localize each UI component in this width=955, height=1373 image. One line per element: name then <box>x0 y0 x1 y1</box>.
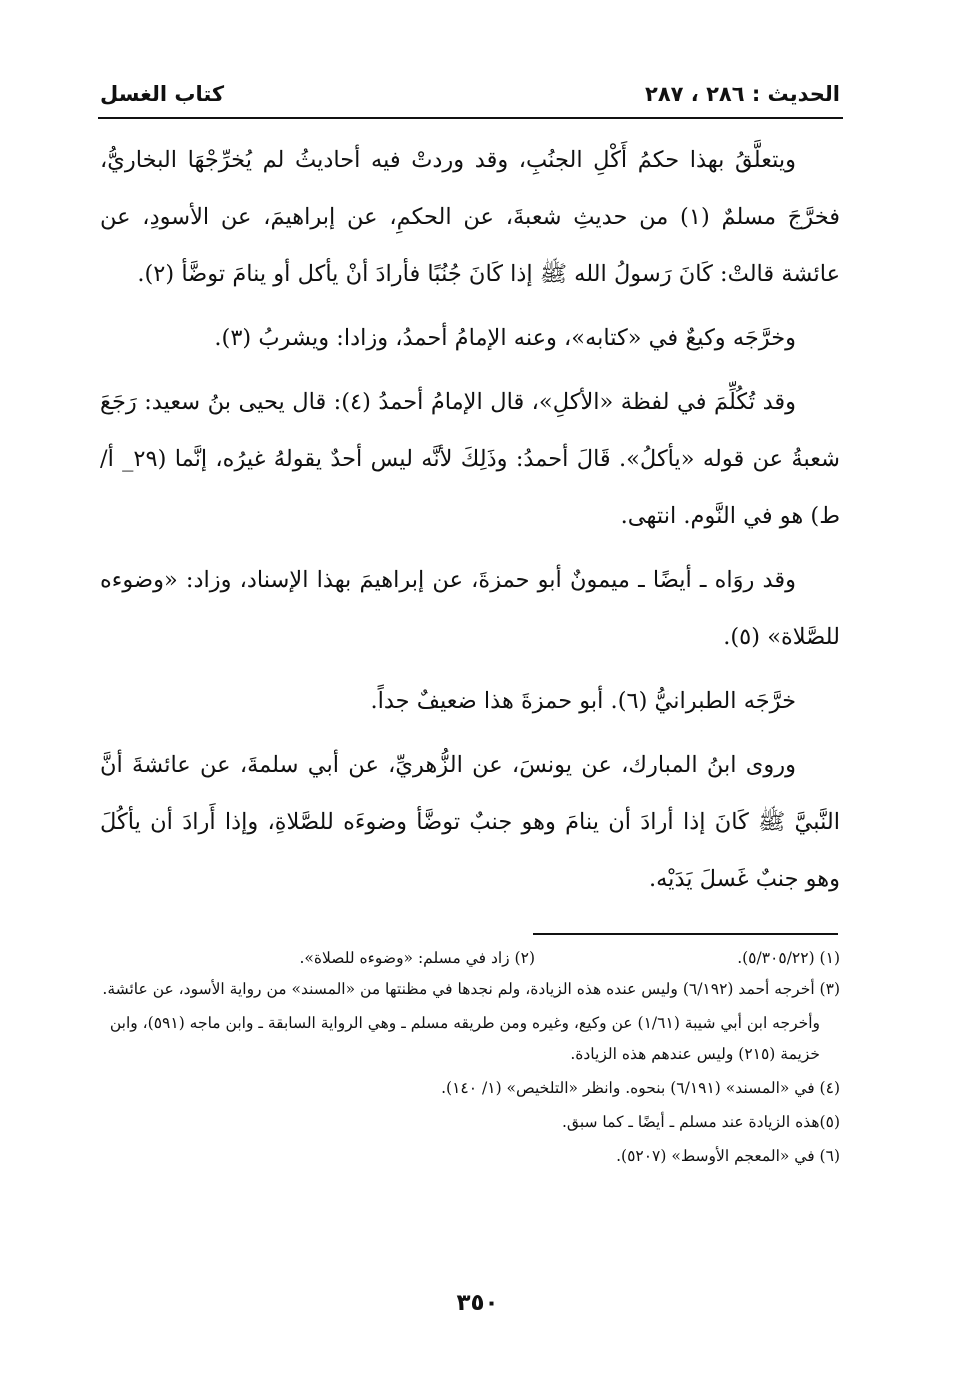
paragraph: ويتعلَّقُ بهذا حكمُ أَكْلِ الجنُبِ، وقد وردتْ فيه أحاديثُ لم يُخرِّجْهَا البخاريُّ، فخرَّجَ مسلمٌ (١) من حديثِ شعبةَ، عن الحكمِ، عن إبراهيمَ، عن الأسودِ، عن عائشة قالتْ: كَانَ رَسولُ الله ﷺ إذا كَانَ جُنُبًا فأرادَ أنْ يأكل أو ينامَ توضَّأ (٢). <box>100 147 840 287</box>
paragraph: خرَّجَه الطبرانيُّ (٦). أبو حمزةَ هذا ضعيفٌ جداً. <box>370 688 796 714</box>
footnote-row <box>100 943 840 974</box>
footnote-3-continued: وأخرجه ابن أبي شيبة (١/٦١) عن وكيع، وغيره ومن طريقه مسلم ـ وهي الرواية السابقة ـ وابن ماجه (٥٩١)، وابن خزيمة (٢١٥) وليس عندهم هذه الزيادة. <box>109 1014 820 1063</box>
page-number: ٣٥٠ <box>456 1290 499 1316</box>
hadith-numbers-heading: الحديث : ٢٨٦ ، ٢٨٧ <box>645 82 840 106</box>
footnote-2: (٢) زاد في مسلم: «وضوءه للصلاة». <box>299 949 535 967</box>
paragraph: وخرَّجَه وكيعٌ في «كتابه»، وعنه الإمامُ أحمدُ، وزادا: ويشربُ (٣). <box>214 325 796 351</box>
footnote-5: (٥)هذه الزيادة عند مسلم ـ أيضًا ـ كما سبق. <box>561 1113 840 1131</box>
footnote-4: (٤) في «المسند» (٦/١٩١) بنحوه. وانظر «التلخيص» (١/ ١٤٠). <box>441 1079 840 1097</box>
paragraph: وقد روَاه ـ أيضًا ـ ميمونٌ أبو حمزةَ، عن إبراهيمَ بهذا الإسناد، وزاد: «وضوءه للصَّلاة» (٥). <box>100 567 840 650</box>
footnote-6: (٦) في «المعجم الأوسط» (٥٢٠٧). <box>616 1147 840 1165</box>
main-text <box>100 132 840 915</box>
footnotes <box>100 943 840 1175</box>
running-header <box>100 78 840 112</box>
footnote-3: (٣) أخرجه أحمد (٦/١٩٢) وليس عنده هذه الزيادة، ولم نجدها في مظنتها من «المسند» من رواية الأسود، عن عائشة. <box>102 980 840 998</box>
header-rule <box>98 117 843 119</box>
footnote-1: (١) (٥/٣٠٥/٢٢). <box>737 949 840 967</box>
paragraph: وروى ابنُ المبارك، عن يونسَ، عن الزُّهريِّ، عن أبي سلمةَ، عن عائشةَ أنَّ النَّبيَّ ﷺ كَانَ إذا أرادَ أن ينامَ وهو جنبٌ توضَّأ وضوءَه للصَّلاةِ، وإذا أَرادَ أن يأكُلَ وهو جنبٌ غَسلَ يَدَيْه. <box>100 752 840 892</box>
paragraph: وقد تُكُلِّمَ في لفظة «الأكلِ»، قال الإمامُ أحمدُ (٤): قال يحيى بنُ سعيد: رَجَعَ شعبةُ عن قوله «يأكلُ». قَالَ أحمدُ: وذَلِكَ لأنَّه ليس أحدٌ يقولهُ غيرُه، إنَّما (٢٩_ أ/ط) هو في النَّوم. انتهى. <box>100 389 840 529</box>
footnote-separator <box>533 933 838 935</box>
chapter-title: كتاب الغسل <box>100 82 225 106</box>
